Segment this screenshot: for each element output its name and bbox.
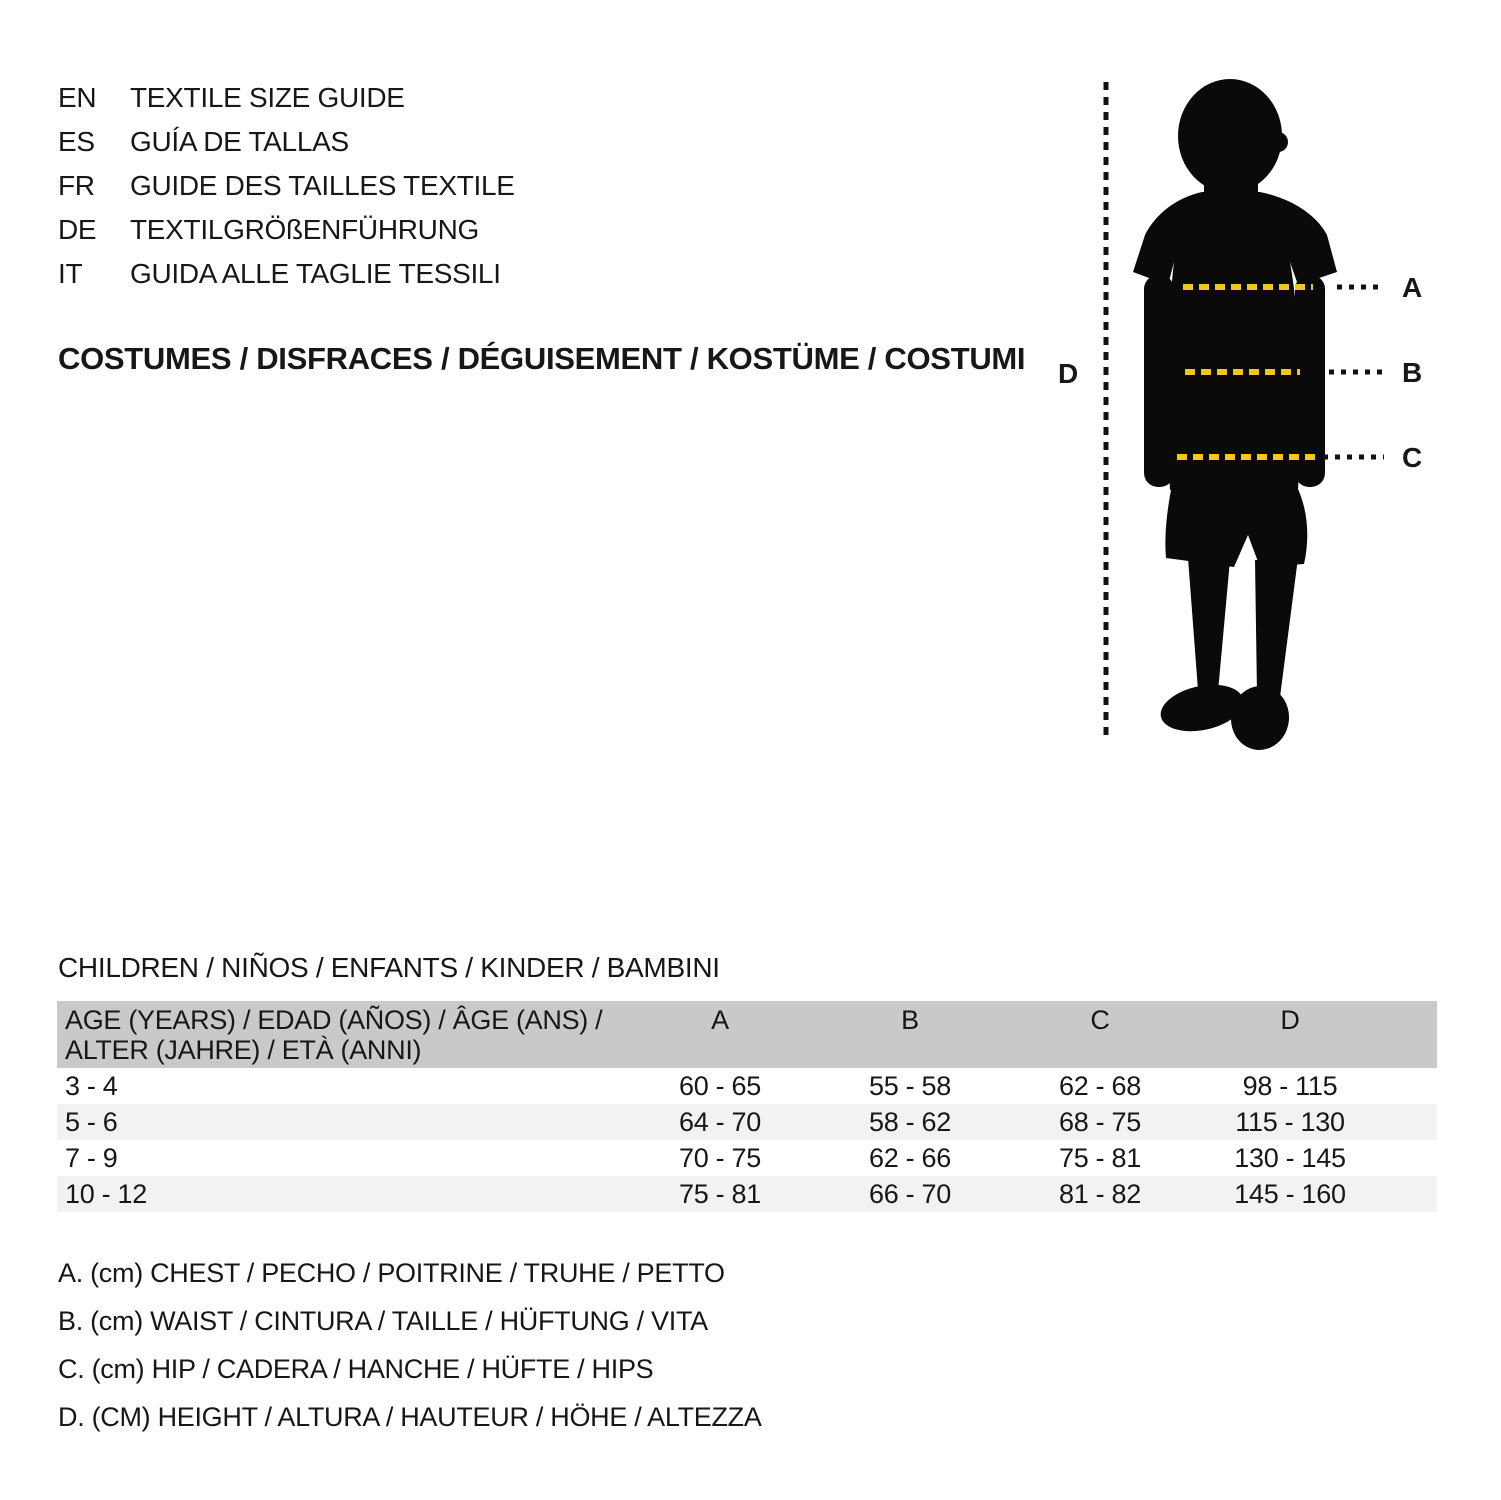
column-header-b: B bbox=[901, 1005, 919, 1035]
lang-title-fr: GUIDE DES TAILLES TEXTILE bbox=[130, 170, 515, 201]
hip-cell: 68 - 75 bbox=[1059, 1107, 1141, 1137]
lang-row-it bbox=[58, 252, 515, 296]
silhouette-left-leg bbox=[1188, 558, 1230, 692]
lang-title-it: GUIDA ALLE TAGLIE TESSILI bbox=[130, 258, 501, 289]
chest-cell: 64 - 70 bbox=[679, 1107, 761, 1137]
chest-cell: 60 - 65 bbox=[679, 1071, 761, 1101]
age-column-header bbox=[57, 1001, 625, 1068]
lang-code-es: ES bbox=[58, 126, 95, 157]
lang-row-es bbox=[58, 120, 515, 164]
lang-row-de bbox=[58, 208, 515, 252]
hip-cell: 75 - 81 bbox=[1059, 1143, 1141, 1173]
chest-cell: 70 - 75 bbox=[679, 1143, 761, 1173]
column-header-spacer bbox=[1385, 1001, 1437, 1068]
lang-title-de: TEXTILGRÖßENFÜHRUNG bbox=[130, 214, 479, 245]
lang-code-de: DE bbox=[58, 214, 97, 245]
age-cell: 3 - 4 bbox=[65, 1071, 118, 1101]
children-size-table bbox=[57, 1001, 1437, 1212]
legend-waist: B. (cm) WAIST / CINTURA / TAILLE / HÜFTUNG / VITA bbox=[58, 1306, 708, 1336]
child-silhouette-figure bbox=[1050, 75, 1470, 750]
lang-code-it: IT bbox=[58, 258, 83, 289]
lang-code-en: EN bbox=[58, 82, 97, 113]
column-header-d: D bbox=[1280, 1005, 1300, 1035]
measure-label-c: C bbox=[1402, 442, 1423, 473]
table-header-row bbox=[57, 1001, 1437, 1068]
legend-height: D. (CM) HEIGHT / ALTURA / HAUTEUR / HÖHE / ALTEZZA bbox=[58, 1402, 762, 1432]
hip-cell: 81 - 82 bbox=[1059, 1179, 1141, 1209]
silhouette-left-arm bbox=[1144, 275, 1174, 487]
measure-legend bbox=[58, 1249, 762, 1441]
age-cell: 10 - 12 bbox=[65, 1179, 147, 1209]
age-header-line1: AGE (YEARS) / EDAD (AÑOS) / ÂGE (ANS) / bbox=[65, 1005, 603, 1035]
silhouette-shorts bbox=[1165, 485, 1307, 567]
table-row bbox=[57, 1140, 1437, 1176]
column-header-a: A bbox=[711, 1005, 729, 1035]
waist-cell: 55 - 58 bbox=[869, 1071, 951, 1101]
height-cell: 130 - 145 bbox=[1234, 1143, 1346, 1173]
measure-label-a: A bbox=[1402, 272, 1423, 303]
age-cell: 7 - 9 bbox=[65, 1143, 118, 1173]
table-row bbox=[57, 1176, 1437, 1212]
chest-cell: 75 - 81 bbox=[679, 1179, 761, 1209]
child-silhouette bbox=[1133, 79, 1337, 750]
table-row bbox=[57, 1068, 1437, 1104]
spacer-cell bbox=[1385, 1068, 1437, 1104]
lang-code-fr: FR bbox=[58, 170, 95, 201]
age-header-line2: ALTER (JAHRE) / ETÀ (ANNI) bbox=[65, 1035, 422, 1065]
spacer-cell bbox=[1385, 1176, 1437, 1212]
spacer-cell bbox=[1385, 1140, 1437, 1176]
legend-hip: C. (cm) HIP / CADERA / HANCHE / HÜFTE / HIPS bbox=[58, 1354, 654, 1384]
spacer-cell bbox=[1385, 1104, 1437, 1140]
silhouette-right-leg bbox=[1255, 558, 1298, 697]
height-cell: 115 - 130 bbox=[1235, 1107, 1345, 1137]
category-title: COSTUMES / DISFRACES / DÉGUISEMENT / KOSTÜME / COSTUMI bbox=[58, 341, 1026, 376]
table-section-title: CHILDREN / NIÑOS / ENFANTS / KINDER / BAMBINI bbox=[58, 952, 720, 983]
lang-title-es: GUÍA DE TALLAS bbox=[130, 126, 349, 157]
age-cell: 5 - 6 bbox=[65, 1107, 118, 1137]
lang-title-en: TEXTILE SIZE GUIDE bbox=[130, 82, 405, 113]
column-header-c: C bbox=[1090, 1005, 1110, 1035]
waist-cell: 62 - 66 bbox=[869, 1143, 951, 1173]
language-title-list bbox=[58, 76, 515, 296]
height-cell: 145 - 160 bbox=[1234, 1179, 1346, 1209]
hip-cell: 62 - 68 bbox=[1059, 1071, 1141, 1101]
table-row bbox=[57, 1104, 1437, 1140]
measure-label-b: B bbox=[1402, 357, 1423, 388]
waist-cell: 66 - 70 bbox=[869, 1179, 951, 1209]
measure-label-d: D bbox=[1058, 358, 1079, 389]
legend-chest: A. (cm) CHEST / PECHO / POITRINE / TRUHE / PETTO bbox=[58, 1258, 725, 1288]
waist-cell: 58 - 62 bbox=[869, 1107, 951, 1137]
silhouette-face-bump bbox=[1268, 132, 1288, 152]
height-cell: 98 - 115 bbox=[1242, 1071, 1338, 1101]
lang-row-fr bbox=[58, 164, 515, 208]
lang-row-en bbox=[58, 76, 515, 120]
